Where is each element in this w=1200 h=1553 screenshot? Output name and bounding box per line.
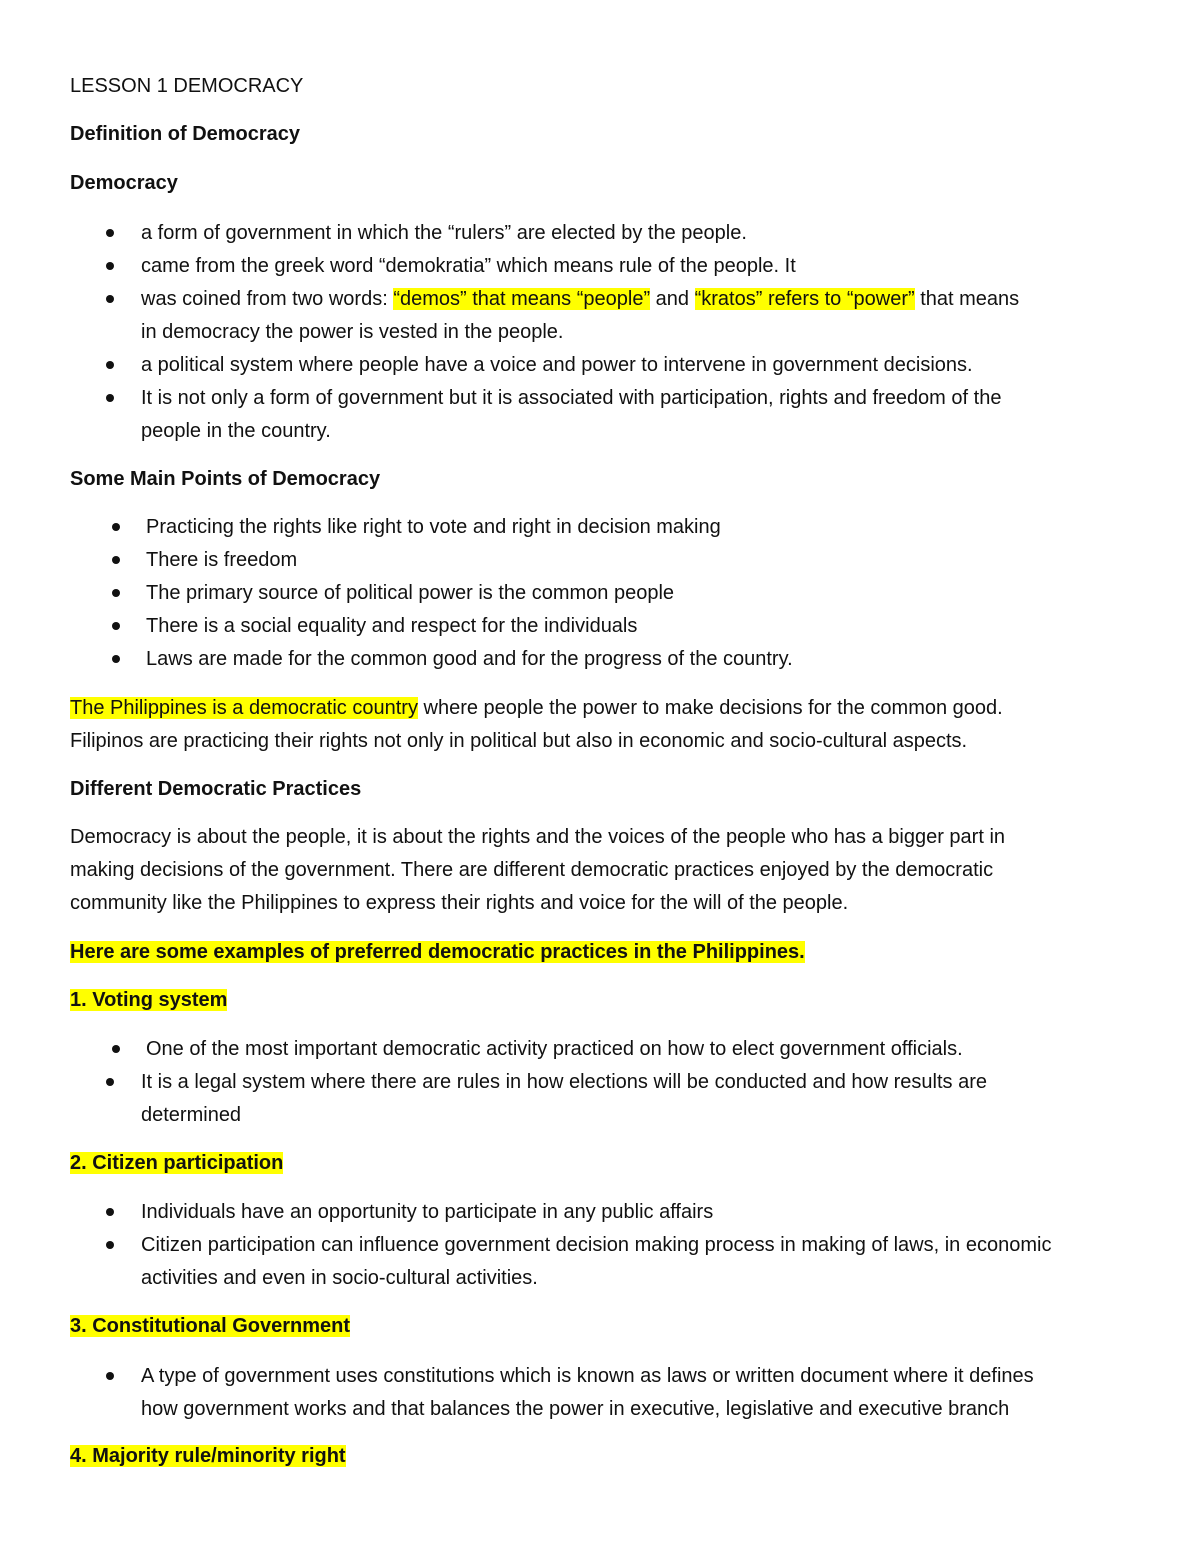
bullet-icon: [106, 1241, 114, 1249]
bullet-icon: [112, 622, 120, 630]
practices-heading: Different Democratic Practices: [70, 778, 362, 800]
bullet-icon: [106, 229, 114, 237]
highlight-voting: 1. Voting system: [70, 989, 228, 1011]
constitutional-heading: [70, 1313, 350, 1339]
bullet-icon: [106, 1208, 114, 1216]
bullet-icon: [112, 556, 120, 564]
list-item: It is a legal system where there are rules in how elections will be conducted and how results are: [141, 1071, 987, 1093]
text-segment: and: [650, 288, 695, 310]
paragraph-line: making decisions of the government. There are different democratic practices enjoyed by the democratic: [70, 859, 994, 881]
paragraph-line: Filipinos are practicing their rights not only in political but also in economic and socio-cultural aspects.: [70, 730, 968, 752]
list-item: a political system where people have a voice and power to intervene in government decisions.: [141, 354, 973, 376]
list-item-continuation: people in the country.: [141, 420, 331, 442]
examples-heading: [70, 939, 805, 965]
list-item: came from the greek word “demokratia” which means rule of the people. It: [141, 255, 796, 277]
list-item: [141, 286, 1019, 312]
list-item: Individuals have an opportunity to participate in any public affairs: [141, 1201, 714, 1223]
list-item: There is a social equality and respect for the individuals: [146, 615, 638, 637]
bullet-icon: [106, 361, 114, 369]
voting-heading: [70, 987, 227, 1013]
list-item-continuation: determined: [141, 1104, 242, 1126]
text-segment: where people the power to make decisions for the common good.: [417, 697, 1003, 719]
list-item: There is freedom: [146, 549, 298, 571]
bullet-icon: [112, 655, 120, 663]
list-item-continuation: how government works and that balances the power in executive, legislative and executive branch: [141, 1398, 1010, 1420]
highlight-demos: “demos” that means “people”: [393, 288, 651, 310]
paragraph-line: Democracy is about the people, it is about the rights and the voices of the people who has a bigger part in: [70, 826, 1006, 848]
bullet-icon: [106, 394, 114, 402]
bullet-icon: [106, 295, 114, 303]
lesson-title: LESSON 1 DEMOCRACY: [70, 75, 304, 97]
definition-heading: Definition of Democracy: [70, 123, 301, 145]
majority-heading: [70, 1443, 346, 1469]
list-item: a form of government in which the “rulers” are elected by the people.: [141, 222, 747, 244]
paragraph-line: community like the Philippines to express their rights and voice for the will of the people.: [70, 892, 849, 914]
list-item: The primary source of political power is the common people: [146, 582, 675, 604]
democracy-heading: Democracy: [70, 172, 178, 194]
text-segment: that means: [914, 288, 1020, 310]
list-item: It is not only a form of government but it is associated with participation, rights and freedom of the: [141, 387, 1002, 409]
highlight-kratos: “kratos” refers to “power”: [694, 288, 915, 310]
main-points-heading: Some Main Points of Democracy: [70, 468, 381, 490]
bullet-icon: [112, 1045, 120, 1053]
list-item: One of the most important democratic activity practiced on how to elect government officials.: [146, 1038, 963, 1060]
bullet-icon: [106, 1372, 114, 1380]
bullet-icon: [106, 262, 114, 270]
highlight-examples: Here are some examples of preferred democratic practices in the Philippines.: [70, 941, 805, 963]
highlight-majority: 4. Majority rule/minority right: [70, 1445, 346, 1467]
list-item-continuation: activities and even in socio-cultural activities.: [141, 1267, 538, 1289]
highlight-citizen: 2. Citizen participation: [70, 1152, 284, 1174]
bullet-icon: [112, 589, 120, 597]
highlight-philippines: The Philippines is a democratic country: [70, 697, 418, 719]
bullet-icon: [106, 1078, 114, 1086]
paragraph-line: [70, 695, 1003, 721]
list-item: Citizen participation can influence government decision making process in making of laws, in economic: [141, 1234, 1052, 1256]
list-item-continuation: in democracy the power is vested in the people.: [141, 321, 564, 343]
list-item: A type of government uses constitutions which is known as laws or written document where it defines: [141, 1365, 1034, 1387]
list-item: Laws are made for the common good and for the progress of the country.: [146, 648, 793, 670]
bullet-icon: [112, 523, 120, 531]
citizen-heading: [70, 1150, 283, 1176]
list-item: Practicing the rights like right to vote and right in decision making: [146, 516, 721, 538]
highlight-constitutional: 3. Constitutional Government: [70, 1315, 351, 1337]
text-segment: was coined from two words:: [141, 288, 394, 310]
